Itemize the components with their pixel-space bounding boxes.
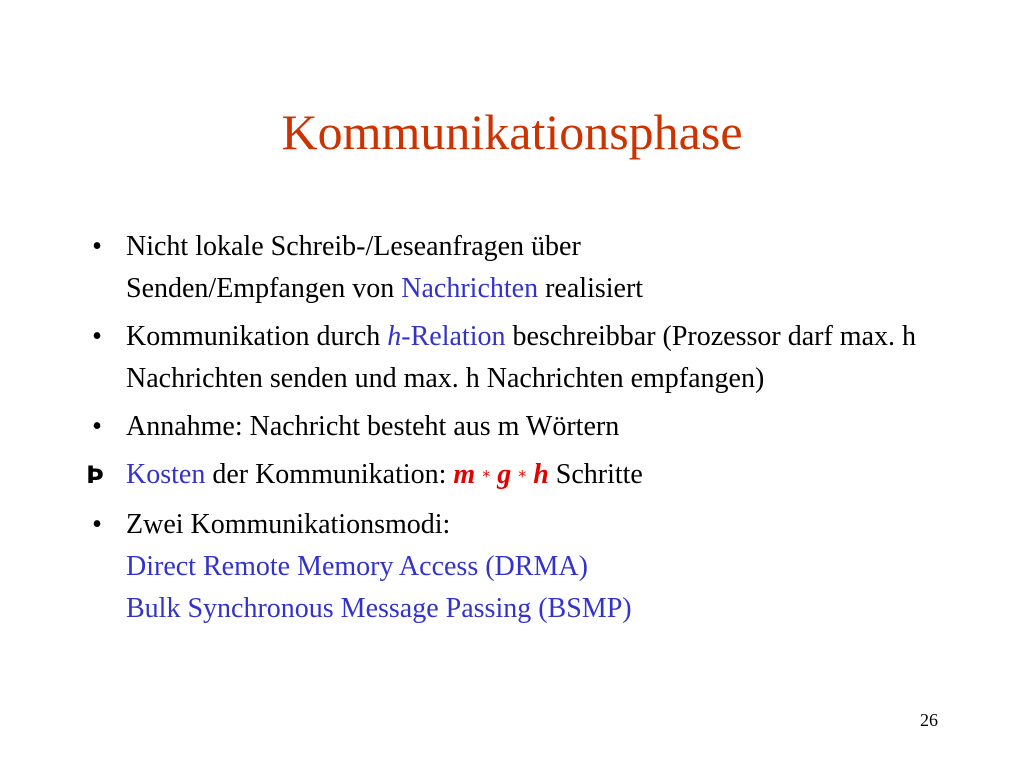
bullet-item-h-relation bbox=[82, 316, 962, 400]
bullet-text: Schritte bbox=[548, 459, 643, 490]
bullet-item-message-size bbox=[82, 406, 962, 448]
formula-h: h bbox=[533, 459, 549, 490]
bullet-text: realisiert bbox=[538, 273, 644, 304]
page-number: 26 bbox=[920, 710, 938, 730]
bullet-text: der Kommunikation: bbox=[205, 459, 454, 490]
bullet-text-continued bbox=[126, 268, 962, 310]
bullet-marker: • bbox=[92, 231, 102, 262]
mode-drma: Direct Remote Memory Access (DRMA) bbox=[126, 550, 588, 582]
bullet-text: Kommunikation durch bbox=[126, 321, 388, 352]
bullet-text: Senden/Empfangen von bbox=[126, 273, 402, 304]
term-h: h bbox=[387, 321, 402, 352]
implication-arrow-icon: Þ bbox=[86, 461, 104, 489]
term-kosten: Kosten bbox=[126, 459, 206, 490]
bullet-list bbox=[82, 226, 962, 636]
bullet-marker: • bbox=[92, 411, 102, 442]
bullet-text: Annahme: Nachricht besteht aus m Wörtern bbox=[126, 411, 620, 442]
formula-m: m bbox=[453, 459, 476, 490]
bullet-text: Zwei Kommunikationsmodi: bbox=[126, 508, 451, 540]
bullet-item-cost bbox=[82, 454, 962, 498]
bullet-text: Nicht lokale Schreib-/Leseanfragen über bbox=[126, 231, 581, 262]
bullet-text: beschreibbar (Prozessor darf max. h Nachrichten senden und max. h Nachrichten empfangen) bbox=[126, 321, 917, 394]
slide-title: Kommunikationsphase bbox=[281, 104, 743, 160]
bullet-marker: • bbox=[92, 321, 102, 352]
term-nachrichten: Nachrichten bbox=[401, 273, 539, 304]
bullet-item-modes bbox=[82, 504, 962, 630]
formula-multiply: * bbox=[518, 466, 527, 486]
mode-bsmp: Bulk Synchronous Message Passing (BSMP) bbox=[126, 592, 632, 624]
formula-g: g bbox=[497, 459, 512, 490]
bullet-item-remote-requests bbox=[82, 226, 962, 310]
term-relation: -Relation bbox=[401, 321, 506, 352]
bullet-marker: • bbox=[92, 508, 102, 540]
formula-multiply: * bbox=[482, 466, 491, 486]
